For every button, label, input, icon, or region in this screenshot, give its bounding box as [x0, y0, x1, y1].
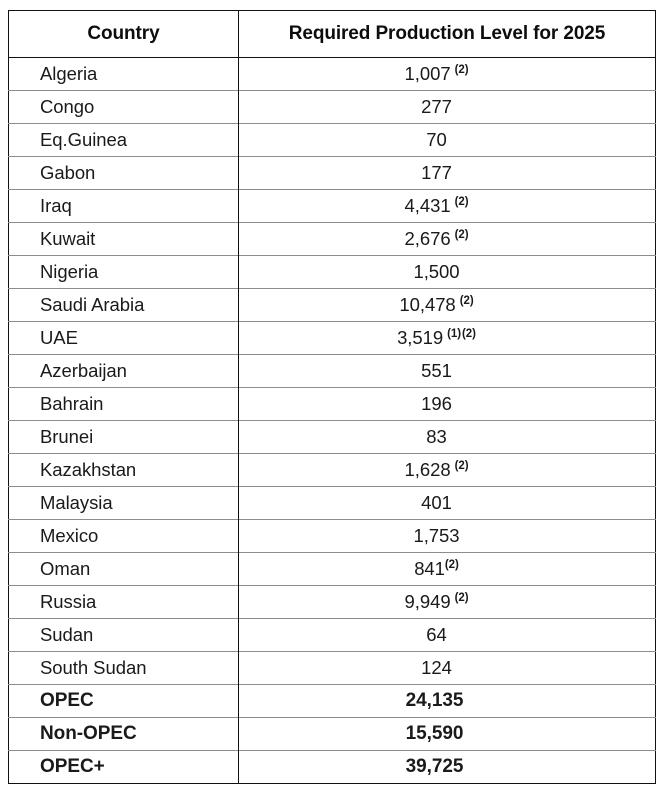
- table-summary-row: [9, 685, 656, 718]
- table-row: [9, 190, 656, 223]
- table-row: [9, 586, 656, 619]
- value-group: [421, 360, 452, 382]
- value-number: 10,478: [399, 294, 456, 315]
- cell-country: Brunei: [9, 421, 239, 454]
- value-group: [426, 129, 446, 151]
- cell-production-value: [239, 256, 656, 289]
- cell-country: Oman: [9, 553, 239, 586]
- value-group: [399, 294, 473, 316]
- cell-country: Malaysia: [9, 487, 239, 520]
- cell-country: Iraq: [9, 190, 239, 223]
- value-group: [421, 162, 452, 184]
- cell-country: Azerbaijan: [9, 355, 239, 388]
- cell-production-value: [239, 619, 656, 652]
- footnote-marker: (2): [459, 294, 474, 307]
- value-group: [405, 63, 469, 85]
- value-number: 3,519: [397, 327, 444, 348]
- table-row: [9, 223, 656, 256]
- cell-production-value: [239, 355, 656, 388]
- cell-country: OPEC: [9, 685, 239, 718]
- table-row: [9, 355, 656, 388]
- table-row: [9, 157, 656, 190]
- value-number: 277: [421, 96, 452, 117]
- table-row: [9, 454, 656, 487]
- footnote-marker: (2): [454, 195, 469, 208]
- value-number: 124: [421, 657, 452, 678]
- column-header-required-production-level: Required Production Level for 2025: [239, 11, 656, 58]
- table-row: [9, 487, 656, 520]
- table-header-row: [9, 11, 656, 58]
- table-row: [9, 619, 656, 652]
- value-group: [421, 492, 452, 514]
- table-body: [9, 58, 656, 784]
- value-group: [406, 690, 464, 712]
- value-number: 1,753: [413, 525, 460, 546]
- table-header: [9, 11, 656, 58]
- cell-production-value: [239, 553, 656, 586]
- value-number: 1,628: [404, 459, 451, 480]
- cell-country: OPEC+: [9, 751, 239, 784]
- value-number: 1,500: [413, 261, 460, 282]
- footnote-marker: (2): [454, 459, 469, 472]
- table-row: [9, 553, 656, 586]
- value-number: 196: [421, 393, 452, 414]
- cell-production-value: [239, 487, 656, 520]
- value-number: 9,949: [404, 591, 451, 612]
- table-row: [9, 124, 656, 157]
- value-number: 841: [414, 558, 445, 579]
- cell-production-value: [239, 421, 656, 454]
- cell-country: UAE: [9, 322, 239, 355]
- cell-country: Russia: [9, 586, 239, 619]
- cell-country: Nigeria: [9, 256, 239, 289]
- cell-country: Mexico: [9, 520, 239, 553]
- cell-country: Kuwait: [9, 223, 239, 256]
- value-number: 24,135: [405, 690, 464, 711]
- column-header-country: Country: [9, 11, 239, 58]
- cell-production-value: [239, 322, 656, 355]
- footnote-marker: (2): [454, 228, 469, 241]
- cell-production-value: [239, 58, 656, 91]
- value-number: 1,007: [404, 63, 451, 84]
- cell-country: South Sudan: [9, 652, 239, 685]
- value-group: [421, 657, 452, 679]
- cell-country: Algeria: [9, 58, 239, 91]
- table-row: [9, 322, 656, 355]
- required-production-level-table: [8, 10, 656, 784]
- cell-country: Saudi Arabia: [9, 289, 239, 322]
- footnote-marker: (2): [454, 591, 469, 604]
- cell-production-value: [239, 652, 656, 685]
- cell-production-value: [239, 520, 656, 553]
- table-row: [9, 421, 656, 454]
- footnote-marker: (2): [444, 558, 459, 571]
- cell-country: Non-OPEC: [9, 718, 239, 751]
- table-row: [9, 388, 656, 421]
- table-row: [9, 652, 656, 685]
- cell-country: Eq.Guinea: [9, 124, 239, 157]
- cell-country: Congo: [9, 91, 239, 124]
- table-row: [9, 91, 656, 124]
- cell-production-value: [239, 454, 656, 487]
- value-group: [406, 723, 464, 745]
- value-group: [405, 195, 469, 217]
- table-summary-row: [9, 718, 656, 751]
- value-number: 177: [421, 162, 452, 183]
- value-number: 401: [421, 492, 452, 513]
- cell-production-value: [239, 157, 656, 190]
- production-table-container: [8, 10, 655, 777]
- value-group: [397, 327, 476, 349]
- value-group: [421, 393, 452, 415]
- footnote-marker: (1): [447, 327, 462, 340]
- value-number: 39,725: [405, 756, 464, 777]
- cell-production-value: [239, 388, 656, 421]
- table-summary-row: [9, 751, 656, 784]
- value-group: [414, 558, 459, 580]
- value-number: 4,431: [404, 195, 451, 216]
- value-number: 2,676: [404, 228, 451, 249]
- value-group: [406, 756, 464, 778]
- footnote-marker: (2): [454, 63, 469, 76]
- cell-country: Gabon: [9, 157, 239, 190]
- cell-production-value: [239, 91, 656, 124]
- cell-production-value: [239, 289, 656, 322]
- cell-production-value: [239, 190, 656, 223]
- value-group: [405, 459, 469, 481]
- footnote-marker: (2): [462, 327, 476, 340]
- value-group: [426, 624, 446, 646]
- cell-production-value: [239, 685, 656, 718]
- cell-country: Kazakhstan: [9, 454, 239, 487]
- cell-production-value: [239, 718, 656, 751]
- value-group: [426, 426, 446, 448]
- value-number: 70: [426, 129, 447, 150]
- cell-country: Bahrain: [9, 388, 239, 421]
- value-number: 83: [426, 426, 447, 447]
- cell-production-value: [239, 586, 656, 619]
- value-group: [405, 591, 469, 613]
- value-group: [405, 228, 469, 250]
- value-number: 15,590: [405, 723, 464, 744]
- cell-production-value: [239, 223, 656, 256]
- cell-production-value: [239, 124, 656, 157]
- table-row: [9, 256, 656, 289]
- value-group: [421, 96, 452, 118]
- value-group: [413, 261, 459, 283]
- table-row: [9, 58, 656, 91]
- cell-country: Sudan: [9, 619, 239, 652]
- value-group: [413, 525, 459, 547]
- table-row: [9, 289, 656, 322]
- value-number: 64: [426, 624, 447, 645]
- cell-production-value: [239, 751, 656, 784]
- table-row: [9, 520, 656, 553]
- value-number: 551: [421, 360, 452, 381]
